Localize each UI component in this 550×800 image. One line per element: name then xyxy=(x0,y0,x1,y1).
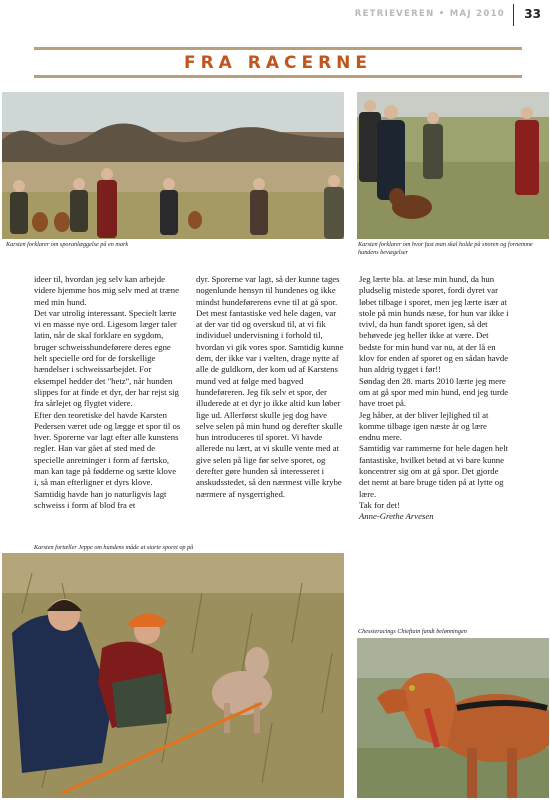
page-number: 33 xyxy=(524,7,541,21)
title-rule-top xyxy=(34,47,522,50)
paragraph: Det mest fantastiske ved hele dagen, var at der var tid og overskud til, at vi fik individuel undervisning i forhold til, hvordan vi gik vores spor. Samtidig kunne dem, der ikke var i vælten, drage nytte af alle de guldkorn, der kom ud af Karstens mund ved at følge med bagved hundeføreren. Jeg fik selv et spor, der illuderede at et dyr jo ikke altid kun løber lige ud. Allerførst skulle jeg dog have selve selen på min hund og derefter skulle hun introduceres til sporet. Vi havde allerede nu lært, at vi skulle vente med at give selen på lige før selve sporet, og derefter gøre hunden så interesseret i anskudsstedet, så den nærmest ville krybe nærmere af nysgerrighed. xyxy=(196,307,344,499)
paragraph: Efter den teoretiske del havde Karsten Pedersen været ude og lægge et spor til os hver. Sporerne var lagt efter alle kunstens regler. Han var gået af sted med de specielle anretninger i form af færtsko, man kan tage på fødderne og sætte klove i, så man efterligner et dyrs klove. Samtidig havde han jo naturligvis lagt schweiss i form af blod fra et xyxy=(34,409,181,510)
author-signature: Anne-Grethe Arvesen xyxy=(359,511,434,522)
paragraph: Jeg håber, at der bliver lejlighed til at komme tilbage igen næste år og lære endnu mere. xyxy=(359,409,489,443)
title-rule-bottom xyxy=(34,75,522,78)
paragraph: dyr. Sporerne var lagt, så der kunne tages nogenlunde hensyn til hundenes og ikke mindst hundeførerens evne til at gå spor. xyxy=(196,274,340,307)
caption-photo4: Chessieracings Chieftain fandt belønningen xyxy=(358,628,467,635)
paragraph: Søndag den 28. marts 2010 lærte jeg mere om at gå spor med min hund, end jeg turde have troet på. xyxy=(359,375,509,409)
paragraph: Samtidig var rammerne for hele dagen helt fantastiske, hvilket betød at vi bare kunne koncentrer sig om at gå spor. Det gjorde det nemt at bare bruge tiden på at lytte og lære. xyxy=(359,443,509,499)
magazine-header xyxy=(350,4,545,26)
paragraph: Tak for det! xyxy=(359,499,400,510)
article-column-1 xyxy=(34,274,182,511)
caption-photo2: Karsten forklarer om hvor fast man skal holde på snoren og fornemme hundens bevægelser xyxy=(358,241,533,256)
caption-photo3: Karsten fortæller Jeppe om hundens måde at starte sporet op på xyxy=(34,544,194,551)
article-column-2 xyxy=(196,274,344,500)
paragraph: Jeg lærte bla. at læse min hund, da hun pludselig mistede sporet, fordi dyret var løbet tilbage i sporet, men jeg lærte især at stole på min hunds næse, for hun var ikke i tvivl, da hun fandt sporet igen, så det behøvede jeg heller ikke at være. Det bedste for min hund var nu, at der lå en klov for enden af sporet og en sådan havde hun aldrig tygget i før!! xyxy=(359,274,509,375)
paragraph: Det var utrolig interessant. Specielt lærte vi en masse nye ord. Ligesom læger taler latin, når de skal forklare en sygdom, bruger schweisshundeførere deres egne helt specielle ord for de forskellige hændelser i schweissarbejdet. For eksempel hedder det "hetz", når hunden slippes for at finde et dyr, der har rejst sig fra sårlejet og flygtet videre. xyxy=(34,307,179,409)
magazine-name: RETRIEVEREN • MAJ 2010 xyxy=(354,9,505,19)
caption-photo1: Karsten forklarer om sporanlæggelse på en mark xyxy=(6,241,129,248)
header-divider xyxy=(513,4,514,26)
photo-man-with-dog xyxy=(357,92,549,239)
photo-chesapeake-dog xyxy=(357,638,549,798)
section-title: FRA RACERNE xyxy=(183,53,373,73)
paragraph: ideer til, hvordan jeg selv kan arbejde videre hjemme hos mig selv med at træne med min hund. xyxy=(34,274,179,307)
photo-field-group xyxy=(2,92,344,239)
article-column-3 xyxy=(359,274,509,523)
photo-kneeling-with-dog xyxy=(2,553,344,798)
